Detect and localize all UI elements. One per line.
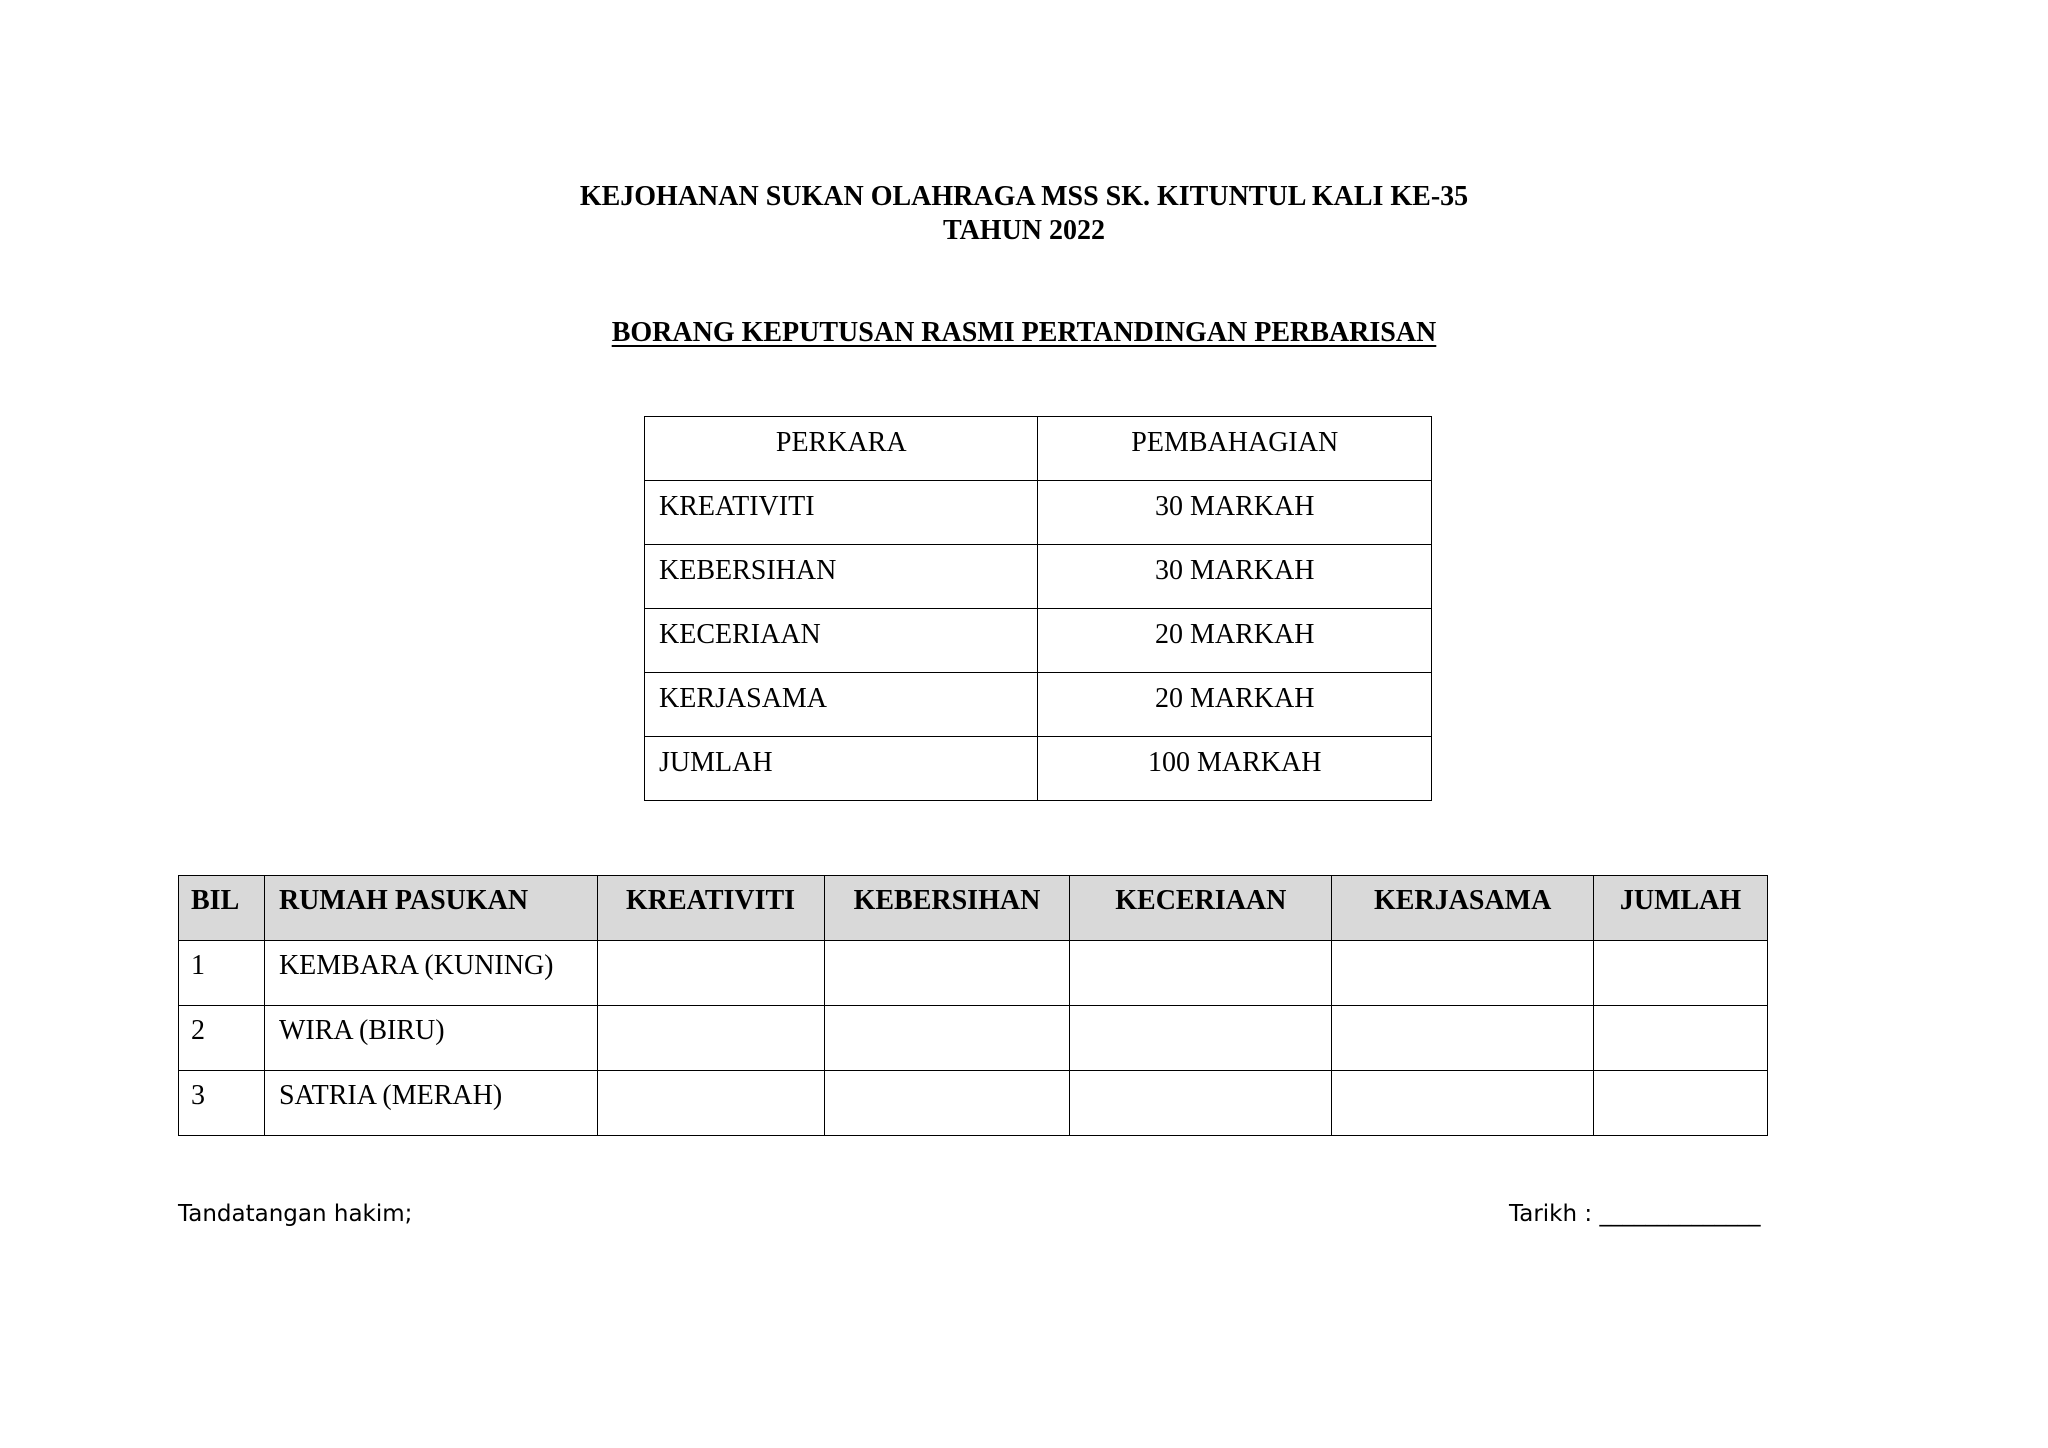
header-rumah-pasukan: RUMAH PASUKAN bbox=[264, 876, 597, 941]
jumlah-score-cell[interactable] bbox=[1594, 1006, 1768, 1071]
table-row bbox=[645, 545, 1432, 609]
keceriaan-score-cell[interactable] bbox=[1070, 941, 1332, 1006]
kebersihan-score-cell[interactable] bbox=[824, 1071, 1070, 1136]
table-row bbox=[645, 481, 1432, 545]
kebersihan-score-cell[interactable] bbox=[824, 1006, 1070, 1071]
document-title: KEJOHANAN SUKAN OLAHRAGA MSS SK. KITUNTUL KALI KE-35 bbox=[579, 181, 1469, 212]
table-header-row bbox=[179, 876, 1768, 941]
kreativiti-score-cell[interactable] bbox=[597, 941, 824, 1006]
kerjasama-score-cell[interactable] bbox=[1332, 941, 1594, 1006]
table-row bbox=[645, 673, 1432, 737]
criterion-cell: KECERIAAN bbox=[645, 609, 1038, 673]
jumlah-score-cell[interactable] bbox=[1594, 941, 1768, 1006]
bil-cell: 1 bbox=[179, 941, 265, 1006]
team-cell: SATRIA (MERAH) bbox=[264, 1071, 597, 1136]
table-row bbox=[645, 737, 1432, 801]
document-year: TAHUN 2022 bbox=[942, 215, 1106, 246]
jumlah-score-cell[interactable] bbox=[1594, 1071, 1768, 1136]
kebersihan-score-cell[interactable] bbox=[824, 941, 1070, 1006]
marks-cell: 100 MARKAH bbox=[1038, 737, 1432, 801]
keceriaan-score-cell[interactable] bbox=[1070, 1071, 1332, 1136]
header-jumlah: JUMLAH bbox=[1594, 876, 1768, 941]
marks-cell: 20 MARKAH bbox=[1038, 609, 1432, 673]
header-bil: BIL bbox=[179, 876, 265, 941]
bil-cell: 2 bbox=[179, 1006, 265, 1071]
header-kreativiti: KREATIVITI bbox=[597, 876, 824, 941]
kerjasama-score-cell[interactable] bbox=[1332, 1071, 1594, 1136]
table-row bbox=[179, 1071, 1768, 1136]
header-keceriaan: KECERIAAN bbox=[1070, 876, 1332, 941]
kreativiti-score-cell[interactable] bbox=[597, 1006, 824, 1071]
marks-allocation-table bbox=[644, 416, 1432, 801]
keceriaan-score-cell[interactable] bbox=[1070, 1006, 1332, 1071]
criterion-cell: KERJASAMA bbox=[645, 673, 1038, 737]
header-perkara: PERKARA bbox=[645, 417, 1038, 481]
date-field[interactable]: Tarikh : ______________ bbox=[1509, 1201, 1761, 1227]
kerjasama-score-cell[interactable] bbox=[1332, 1006, 1594, 1071]
score-table bbox=[178, 875, 1768, 1136]
header-kebersihan: KEBERSIHAN bbox=[824, 876, 1070, 941]
criterion-cell: KEBERSIHAN bbox=[645, 545, 1038, 609]
marks-cell: 30 MARKAH bbox=[1038, 545, 1432, 609]
marks-cell: 20 MARKAH bbox=[1038, 673, 1432, 737]
form-title: BORANG KEPUTUSAN RASMI PERTANDINGAN PERBARISAN bbox=[611, 317, 1437, 348]
table-row bbox=[179, 941, 1768, 1006]
marks-cell: 30 MARKAH bbox=[1038, 481, 1432, 545]
table-row bbox=[179, 1006, 1768, 1071]
kreativiti-score-cell[interactable] bbox=[597, 1071, 824, 1136]
header-pembahagian: PEMBAHAGIAN bbox=[1038, 417, 1432, 481]
criterion-cell: JUMLAH bbox=[645, 737, 1038, 801]
table-row bbox=[645, 609, 1432, 673]
header-kerjasama: KERJASAMA bbox=[1332, 876, 1594, 941]
team-cell: KEMBARA (KUNING) bbox=[264, 941, 597, 1006]
table-header-row bbox=[645, 417, 1432, 481]
judge-signature-label: Tandatangan hakim; bbox=[178, 1201, 413, 1227]
criterion-cell: KREATIVITI bbox=[645, 481, 1038, 545]
team-cell: WIRA (BIRU) bbox=[264, 1006, 597, 1071]
bil-cell: 3 bbox=[179, 1071, 265, 1136]
